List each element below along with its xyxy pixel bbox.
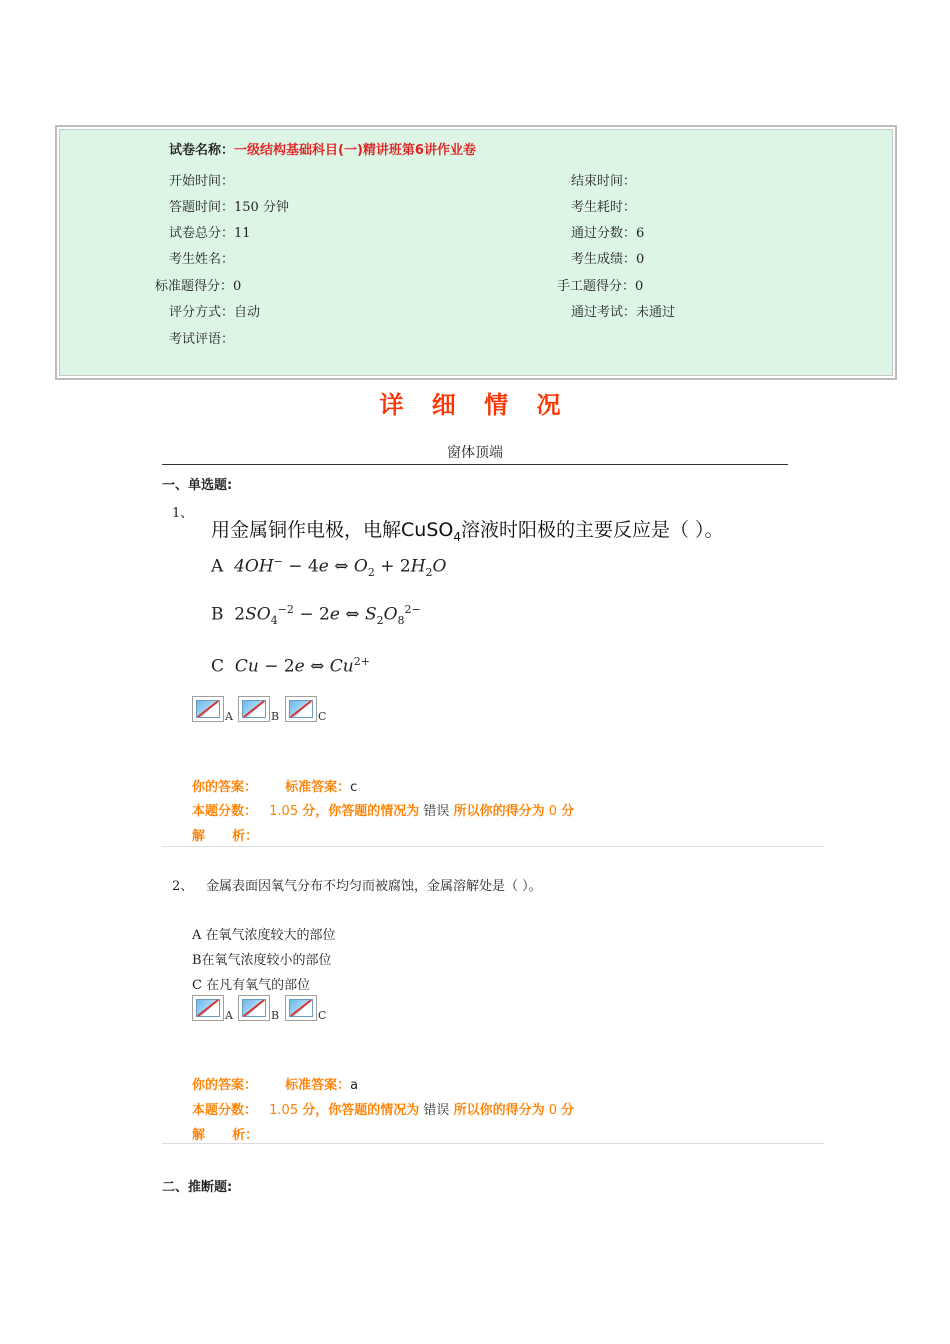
- q1-score-unit: 分，你答题的情况为: [302, 804, 420, 819]
- q1-earned-value: 0: [548, 804, 557, 819]
- pass-status: 通过考试：未通过: [571, 305, 676, 320]
- q2-radio-b-label: B: [271, 1009, 280, 1022]
- q1-std-answer-label: 标准答案：: [285, 780, 351, 795]
- detail-title: 详 细 情 况: [379, 391, 571, 419]
- section-inference: 二、推断题:: [162, 1180, 233, 1195]
- q1-stem-post: 溶液时阳极的主要反应是（ ）。: [460, 519, 724, 541]
- grading-method: 评分方式：自动: [169, 305, 261, 320]
- q1-score-label: 本题分数：: [192, 804, 258, 819]
- q1-option-a: A 4OH− − 4e ⇔ $O_2 + 2H_2O$: [211, 555, 447, 580]
- q2-result: 错误: [423, 1103, 450, 1118]
- q2-radio-b-image[interactable]: [238, 995, 270, 1021]
- start-time: 开始时间：: [169, 174, 235, 189]
- q1-option-b-letter: B: [211, 604, 224, 625]
- q2-stem: 金属表面因氧气分布不均匀而被腐蚀，金属溶解处是（ ）。: [206, 879, 542, 894]
- q2-earned-label: 所以你的得分为: [453, 1103, 545, 1118]
- q1-score-row: [192, 800, 574, 819]
- exam-name-value: 一级结构基础科目(一)精讲班第6讲作业卷: [234, 143, 476, 158]
- exam-name-row: [169, 139, 476, 158]
- q2-option-a: A 在氧气浓度较大的部位: [192, 928, 336, 943]
- q2-std-answer-label: 标准答案：: [285, 1078, 351, 1093]
- q1-radio-b-label: B: [271, 710, 280, 723]
- q1-radio-a-label: A: [225, 710, 233, 723]
- q2-option-b: B在氧气浓度较小的部位: [192, 953, 332, 968]
- q2-score-label: 本题分数：: [192, 1103, 258, 1118]
- manual-score: 手工题得分：0: [557, 279, 644, 294]
- time-spent: 考生耗时：: [571, 200, 637, 215]
- q2-radio-c-image[interactable]: [285, 995, 317, 1021]
- q1-number: 1、: [172, 506, 194, 521]
- q1-stem-pre: 用金属铜作电极，电解: [211, 519, 402, 541]
- q1-result: 错误: [423, 804, 450, 819]
- total-score: 试卷总分：11: [169, 226, 251, 241]
- q1-radio-b-image[interactable]: [238, 696, 270, 722]
- q1-option-c: C Cu − 2e ⇔ $Cu^{2+}$: [211, 655, 370, 677]
- q2-radio-c-label: C: [318, 1009, 327, 1022]
- q2-radio-a-image[interactable]: [192, 995, 224, 1021]
- q2-number: 2、: [172, 879, 194, 894]
- q1-score-value: 1.05: [269, 804, 299, 819]
- q1-option-b: B $2SO_4^{-2} - 2e$ ⇔ $S_2O_8^{2-}$: [211, 603, 421, 628]
- end-time: 结束时间：: [571, 174, 637, 189]
- q2-std-answer: a: [350, 1078, 359, 1093]
- q2-your-answer-label: 你的答案：: [192, 1078, 258, 1093]
- q1-stem-formula-sub: 4: [453, 529, 461, 544]
- q1-stem: [211, 515, 724, 544]
- q1-stem-formula: CuSO: [401, 519, 454, 541]
- q1-earned-label: 所以你的得分为: [453, 804, 545, 819]
- q2-earned-value: 0: [548, 1103, 557, 1118]
- exam-name-label: 试卷名称：: [169, 143, 235, 158]
- q1-your-answer-label: 你的答案：: [192, 780, 258, 795]
- q1-radio-c-label: C: [318, 710, 327, 723]
- q1-option-a-letter: A: [211, 556, 224, 577]
- q2-score-value: 1.05: [269, 1103, 299, 1118]
- candidate-score: 考生成绩：0: [571, 252, 645, 267]
- q1-earned-unit: 分: [561, 804, 575, 819]
- q2-score-unit: 分，你答题的情况为: [302, 1103, 420, 1118]
- q1-divider: [162, 846, 824, 847]
- q1-analysis-label: 解 析：: [192, 829, 259, 844]
- q2-answer-row: [192, 1074, 358, 1093]
- q1-radio-c-image[interactable]: [285, 696, 317, 722]
- q1-option-c-letter: C: [211, 656, 225, 677]
- q2-earned-unit: 分: [561, 1103, 575, 1118]
- form-top-label: 窗体顶端: [447, 445, 503, 461]
- q1-std-answer: c: [350, 780, 358, 795]
- standard-score: 标准题得分：0: [155, 279, 242, 294]
- q2-score-row: [192, 1099, 574, 1118]
- section-single-choice: 一、单选题:: [162, 478, 233, 493]
- answer-time: 答题时间：150 分钟: [169, 200, 289, 215]
- q2-analysis-label: 解 析：: [192, 1128, 259, 1143]
- q2-divider: [162, 1143, 824, 1144]
- exam-comment: 考试评语：: [169, 332, 235, 347]
- q1-radio-a-image[interactable]: [192, 696, 224, 722]
- q2-radio-a-label: A: [225, 1009, 233, 1022]
- candidate-name: 考生姓名：: [169, 252, 235, 267]
- q2-option-c: C 在凡有氧气的部位: [192, 978, 311, 993]
- q1-answer-row: [192, 776, 357, 795]
- divider: [162, 464, 788, 465]
- pass-score: 通过分数：6: [571, 226, 645, 241]
